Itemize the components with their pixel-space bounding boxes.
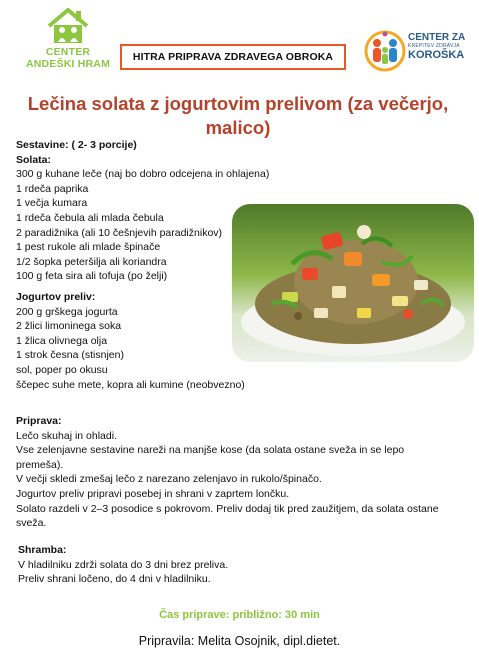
preparation-line: sveža. [16,517,47,530]
preparation-line: premeša). [16,458,64,471]
dressing-heading: Jogurtov preliv: [16,291,96,303]
dressing-item: 1 strok česna (stisnjen) [16,349,124,362]
logo-right-line2: KREPITEV ZDRAVJA [408,43,460,49]
salad-item: 300 g kuhane leče (naj bo dobro odcejena in ohlajena) [16,168,270,181]
header-box: HITRA PRIPRAVA ZDRAVEGA OBROKA [120,44,346,70]
salad-item: 2 paradižnika (ali 10 češnjevih paradižnikov) [16,226,223,239]
salad-item: 1 rdeča paprika [16,182,89,195]
preparation-line: Lečo skuhaj in ohladi. [16,429,117,442]
salad-item: 1 rdeča čebula ali mlada čebula [16,211,164,224]
preparation-line: Jogurtov preliv pripravi posebej in shrani v zaprtem lončku. [16,487,290,500]
lentil-salad-photo [232,204,474,362]
dressing-item: ščepec suhe mete, kopra ali kumine (neobvezno) [16,378,245,391]
salad-item: 1 večja kumara [16,197,88,210]
logo-right-line1: CENTER ZA [408,32,466,43]
dressing-item: 200 g grškega jogurta [16,305,118,318]
dressing-item: 1 žlica olivnega olja [16,334,108,347]
preparation-line: Vse zelenjavne sestavine nareži na manjše kose (da solata ostane sveža in se lepo [16,444,405,457]
salad-item: 1 pest rukole ali mlade špinače [16,241,161,254]
dressing-item: sol, poper po okusu [16,363,108,376]
family-logo-icon [364,28,406,74]
salad-heading: Solata: [16,153,52,166]
preparation-heading: Priprava: [16,415,62,427]
storage-section [18,543,318,587]
dressing-item: 2 žlici limoninega soka [16,320,122,333]
salad-item: 100 g feta sira ali tofuja (po želji) [16,270,168,283]
author-credit: Pripravila: Melita Osojnik, dipl.dietet. [138,634,341,648]
center-andeski-hram-logo [18,6,118,76]
recipe-title: Lečina solata z jogurtovim prelivom (za večerjo, malico) [27,93,449,138]
salad-item: 1/2 šopka peteršilja ali koriandra [16,255,167,268]
preparation-section [16,414,456,531]
storage-heading: Shramba: [18,544,67,556]
house-logo-icon [45,6,91,46]
logo-left-line1: CENTER [45,46,91,58]
logo-right-line3: KOROŠKA [408,49,465,61]
logo-left-line2: ANDEŠKI HRAM [25,58,111,70]
preparation-line: Solato razdeli v 2–3 posodice s pokrovom. Preliv dodaj tik pred zaužitjem, da solata ostane [16,502,439,515]
preparation-line: V večji skledi zmešaj lečo z narezano zelenjavo in rukolo/špinačo. [16,473,322,486]
preparation-time: Čas priprave: približno: 30 min [159,609,320,621]
storage-line: Preliv shrani ločeno, do 4 dni v hladilniku. [18,573,211,586]
center-krepitev-zdravja-logo [364,28,476,76]
ingredients-heading: Sestavine: ( 2- 3 porcije) [16,139,137,151]
storage-line: V hladilniku zdrži solata do 3 dni brez preliva. [18,558,229,571]
